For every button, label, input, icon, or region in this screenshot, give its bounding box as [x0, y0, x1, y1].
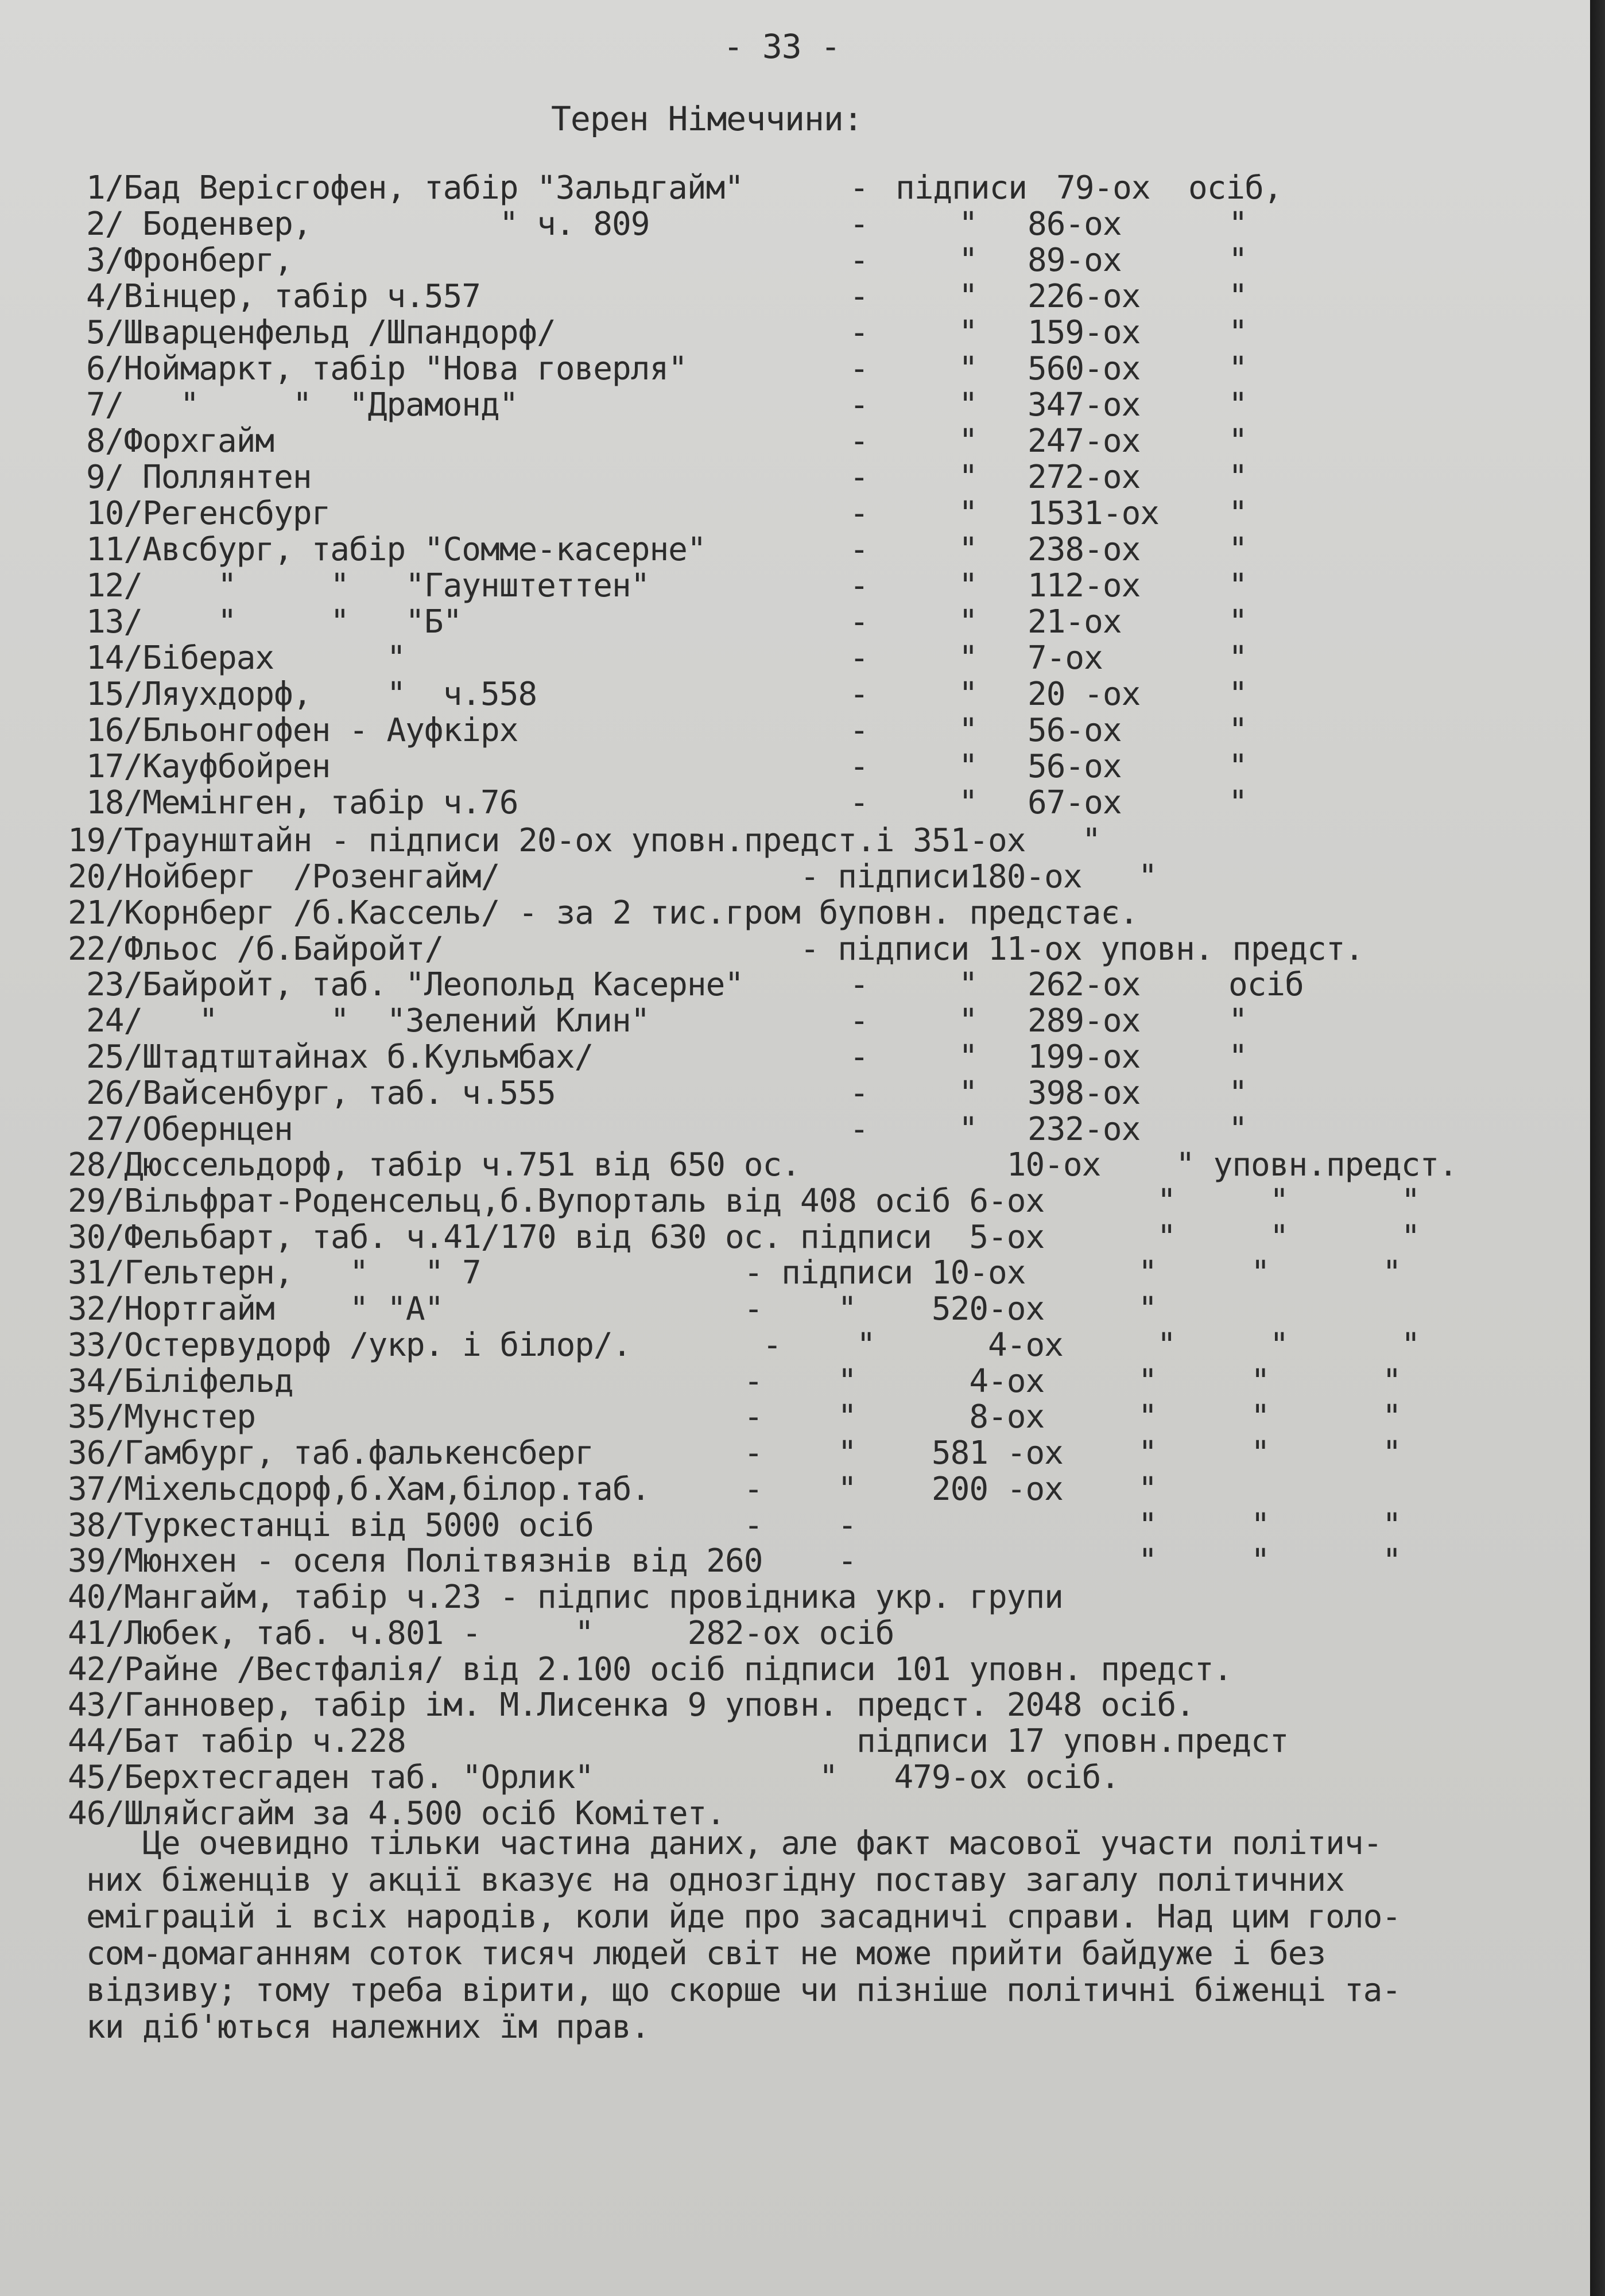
list-item-tail: ": [1228, 639, 1247, 677]
list-item-31: 31/Гельтерн, " " 7 - підписи 10-ох " " ": [68, 1254, 1401, 1292]
paragraph-line: ки діб'ються належних їм прав.: [86, 2008, 650, 2046]
scan-edge: [1590, 0, 1605, 2296]
list-item-41: 41/Любек, таб. ч.801 - " 282-ох осіб: [68, 1615, 894, 1652]
list-item-ditto: ": [959, 1038, 978, 1076]
paragraph-line: еміграцій і всіх народів, коли йде про засадничі справи. Над цим голо-: [86, 1898, 1401, 1936]
list-item-32: 32/Нортгайм " "А" - " 520-ох ": [68, 1290, 1157, 1328]
list-item-ditto: підписи: [895, 169, 1028, 207]
list-item-tail: ": [1228, 350, 1247, 387]
list-item-ditto: ": [959, 1111, 978, 1148]
list-item-20: 20/Нойберг /Розенгайм/ - підписи180-ох ": [68, 858, 1157, 895]
list-item-tail: ": [1228, 1075, 1247, 1112]
list-item-name: 7/ " " "Драмонд": [86, 386, 518, 424]
list-item-name: 3/Фронберг,: [86, 242, 293, 279]
list-item-name: 15/Ляухдорф, " ч.558: [86, 676, 537, 713]
paragraph-line: сом-домаганням соток тисяч людей світ не може прийти байдуже і без: [86, 1935, 1326, 1972]
list-item-ditto: ": [959, 205, 978, 243]
list-item-tail: ": [1228, 495, 1247, 532]
list-item-ditto: ": [959, 676, 978, 713]
list-item-count: 289-ох: [1028, 1002, 1141, 1040]
list-item-tail: ": [1228, 531, 1247, 568]
list-item-name: 23/Байройт, таб. "Леопольд Касерне": [86, 966, 744, 1003]
list-item-ditto: ": [959, 748, 978, 785]
list-item-dash: -: [850, 495, 869, 532]
list-item-count: 112-ох: [1028, 567, 1141, 604]
list-item-name: 14/Біберах ": [86, 639, 406, 677]
list-item-ditto: ": [959, 386, 978, 424]
list-item-tail: ": [1228, 459, 1247, 496]
list-item-name: 24/ " " "Зелений Клин": [86, 1002, 650, 1040]
list-item-dash: -: [850, 784, 869, 821]
list-item-name: 6/Ноймаркт, табір "Нова говерля": [86, 350, 687, 387]
list-item-count: 56-ох: [1028, 712, 1122, 749]
list-item-count: 7-ох: [1028, 639, 1103, 677]
list-item-tail: осіб,: [1188, 169, 1282, 207]
list-item-tail: ": [1228, 278, 1247, 315]
list-item-ditto: ": [959, 350, 978, 387]
list-item-tail: ": [1228, 603, 1247, 641]
paragraph-line: Це очевидно тільки частина даних, але факт масової участи політич-: [86, 1825, 1382, 1862]
list-item-name: 1/Бад Верісгофен, табір "Зальдгайм": [86, 169, 744, 207]
list-item-name: 11/Авсбург, табір "Сомме-касерне": [86, 531, 706, 568]
list-item-count: 21-ох: [1028, 603, 1122, 641]
list-item-name: 25/Штадтштайнах б.Кульмбах/: [86, 1038, 594, 1076]
list-item-ditto: ": [959, 422, 978, 460]
list-item-ditto: ": [959, 242, 978, 279]
list-item-tail: ": [1228, 205, 1247, 243]
list-item-tail: ": [1228, 314, 1247, 351]
list-item-name: 5/Шварценфельд /Шпандорф/: [86, 314, 556, 351]
list-item-dash: -: [850, 169, 869, 207]
list-item-dash: -: [850, 567, 869, 604]
list-item-name: 9/ Поллянтен: [86, 459, 312, 496]
list-item-count: 272-ох: [1028, 459, 1141, 496]
list-item-dash: -: [850, 1002, 869, 1040]
list-item-42: 42/Райне /Вестфалія/ від 2.100 осіб підписи 101 уповн. предст.: [68, 1651, 1232, 1688]
closing-paragraph: [86, 1825, 1556, 2046]
list-item-count: 20 -ох: [1028, 676, 1141, 713]
list-item-38: 38/Туркестанці від 5000 осіб - - " " ": [68, 1507, 1401, 1544]
list-item-30: 30/Фельбарт, таб. ч.41/170 від 630 ос. підписи 5-ох " " ": [68, 1219, 1420, 1256]
list-item-ditto: ": [959, 603, 978, 641]
paragraph-line: них біженців у акції вказує на однозгідну поставу загалу політичних: [86, 1861, 1344, 1899]
list-item-dash: -: [850, 676, 869, 713]
list-item-dash: -: [850, 314, 869, 351]
list-item-count: 89-ох: [1028, 242, 1122, 279]
list-item-count: 262-ох: [1028, 966, 1141, 1003]
list-item-count: 247-ох: [1028, 422, 1141, 460]
list-item-count: 56-ох: [1028, 748, 1122, 785]
list-item-count: 560-ох: [1028, 350, 1141, 387]
list-item-count: 226-ох: [1028, 278, 1141, 315]
list-item-tail: ": [1228, 1002, 1247, 1040]
list-item-34: 34/Біліфельд - " 4-ох " " ": [68, 1363, 1401, 1400]
list-item-dash: -: [850, 459, 869, 496]
list-item-44: 44/Бат табір ч.228 підписи 17 уповн.предст: [68, 1723, 1289, 1760]
list-item-tail: ": [1228, 784, 1247, 821]
list-item-name: 13/ " " "Б": [86, 603, 462, 641]
page-number: - 33 -: [723, 27, 840, 66]
list-item-dash: -: [850, 966, 869, 1003]
list-item-count: 67-ох: [1028, 784, 1122, 821]
list-item-dash: -: [850, 639, 869, 677]
list-item-43: 43/Ганновер, табір ім. М.Лисенка 9 уповн. предст. 2048 осіб.: [68, 1686, 1195, 1724]
list-item-dash: -: [850, 603, 869, 641]
list-item-name: 17/Кауфбойрен: [86, 748, 331, 785]
list-item-ditto: ": [959, 784, 978, 821]
list-item-name: 12/ " " "Гаунштеттен": [86, 567, 650, 604]
list-item-tail: ": [1228, 422, 1247, 460]
list-item-name: 16/Бльонгофен - Ауфкірх: [86, 712, 518, 749]
list-item-dash: -: [850, 386, 869, 424]
list-item-count: 238-ох: [1028, 531, 1141, 568]
list-item-count: 159-ох: [1028, 314, 1141, 351]
list-item-ditto: ": [959, 639, 978, 677]
list-item-dash: -: [850, 242, 869, 279]
list-item-ditto: ": [959, 314, 978, 351]
list-item-dash: -: [850, 712, 869, 749]
list-item-ditto: ": [959, 1075, 978, 1112]
paragraph-line: відзиву; тому треба вірити, що скорше чи пізніше політичні біженці та-: [86, 1972, 1401, 2009]
list-item-ditto: ": [959, 567, 978, 604]
list-item-dash: -: [850, 205, 869, 243]
list-item-ditto: ": [959, 459, 978, 496]
list-item-22: 22/Фльос /б.Байройт/ - підписи 11-ох уповн. предст.: [68, 930, 1364, 968]
list-item-37: 37/Міхельсдорф,б.Хам,білор.таб. - " 200 -ох ": [68, 1471, 1157, 1508]
section-heading: Терен Німеччини:: [551, 99, 863, 138]
list-item-count: 232-ох: [1028, 1111, 1141, 1148]
list-item-name: 27/Обернцен: [86, 1111, 293, 1148]
list-item-name: 10/Регенсбург: [86, 495, 331, 532]
list-item-29: 29/Вільфрат-Роденсельц,б.Вупорталь від 408 осіб 6-ох " " ": [68, 1182, 1420, 1220]
list-item-ditto: ": [959, 278, 978, 315]
list-item-ditto: ": [959, 1002, 978, 1040]
list-item-name: 26/Вайсенбург, таб. ч.555: [86, 1075, 556, 1112]
list-item-tail: ": [1228, 386, 1247, 424]
list-item-name: 4/Вінцер, табір ч.557: [86, 278, 481, 315]
list-item-name: 18/Мемінген, табір ч.76: [86, 784, 518, 821]
list-item-36: 36/Гамбург, таб.фалькенсберг - " 581 -ох " " ": [68, 1434, 1401, 1472]
list-item-tail: ": [1228, 242, 1247, 279]
list-item-tail: осіб: [1228, 966, 1304, 1003]
list-item-dash: -: [850, 278, 869, 315]
list-item-tail: ": [1228, 567, 1247, 604]
list-item-45: 45/Берхтесгаден таб. "Орлик" " 479-ох осіб.: [68, 1759, 1120, 1796]
list-item-dash: -: [850, 1111, 869, 1148]
list-item-ditto: ": [959, 531, 978, 568]
list-item-ditto: ": [959, 495, 978, 532]
list-item-count: 86-ох: [1028, 205, 1122, 243]
list-item-ditto: ": [959, 966, 978, 1003]
list-item-dash: -: [850, 422, 869, 460]
list-item-name: 8/Форхгайм: [86, 422, 274, 460]
list-item-dash: -: [850, 531, 869, 568]
list-item-name: 2/ Боденвер, " ч. 809: [86, 205, 650, 243]
list-item-39: 39/Мюнхен - оселя Політвязнів від 260 - " " ": [68, 1542, 1401, 1580]
list-item-count: 347-ох: [1028, 386, 1141, 424]
list-item-dash: -: [850, 748, 869, 785]
list-item-count: 1531-ох: [1028, 495, 1160, 532]
list-item-33: 33/Остервудорф /укр. і білор/. - " 4-ох " " ": [68, 1327, 1420, 1364]
list-item-tail: ": [1228, 1038, 1247, 1076]
list-item-19: 19/Траунштайн - підписи 20-ох уповн.предст.і 351-ох ": [68, 822, 1101, 859]
list-item-dash: -: [850, 1038, 869, 1076]
list-item-tail: ": [1228, 1111, 1247, 1148]
list-item-28: 28/Дюссельдорф, табір ч.751 від 650 ос. 10-ох " уповн.предст.: [68, 1146, 1457, 1184]
list-item-tail: ": [1228, 712, 1247, 749]
list-item-tail: ": [1228, 676, 1247, 713]
list-item-dash: -: [850, 350, 869, 387]
list-item-count: 398-ох: [1028, 1075, 1141, 1112]
list-item-46: 46/Шляйсгайм за 4.500 осіб Комітет.: [68, 1795, 726, 1832]
list-item-ditto: ": [959, 712, 978, 749]
list-item-tail: ": [1228, 748, 1247, 785]
list-item-40: 40/Мангайм, табір ч.23 - підпис провідника укр. групи: [68, 1578, 1063, 1616]
list-item-21: 21/Корнберг /б.Кассель/ - за 2 тис.гром буповн. предстає.: [68, 894, 1138, 932]
list-item-count: 79-ох: [1056, 169, 1150, 207]
list-item-35: 35/Мунстер - " 8-ох " " ": [68, 1398, 1401, 1436]
list-item-count: 199-ох: [1028, 1038, 1141, 1076]
list-item-dash: -: [850, 1075, 869, 1112]
